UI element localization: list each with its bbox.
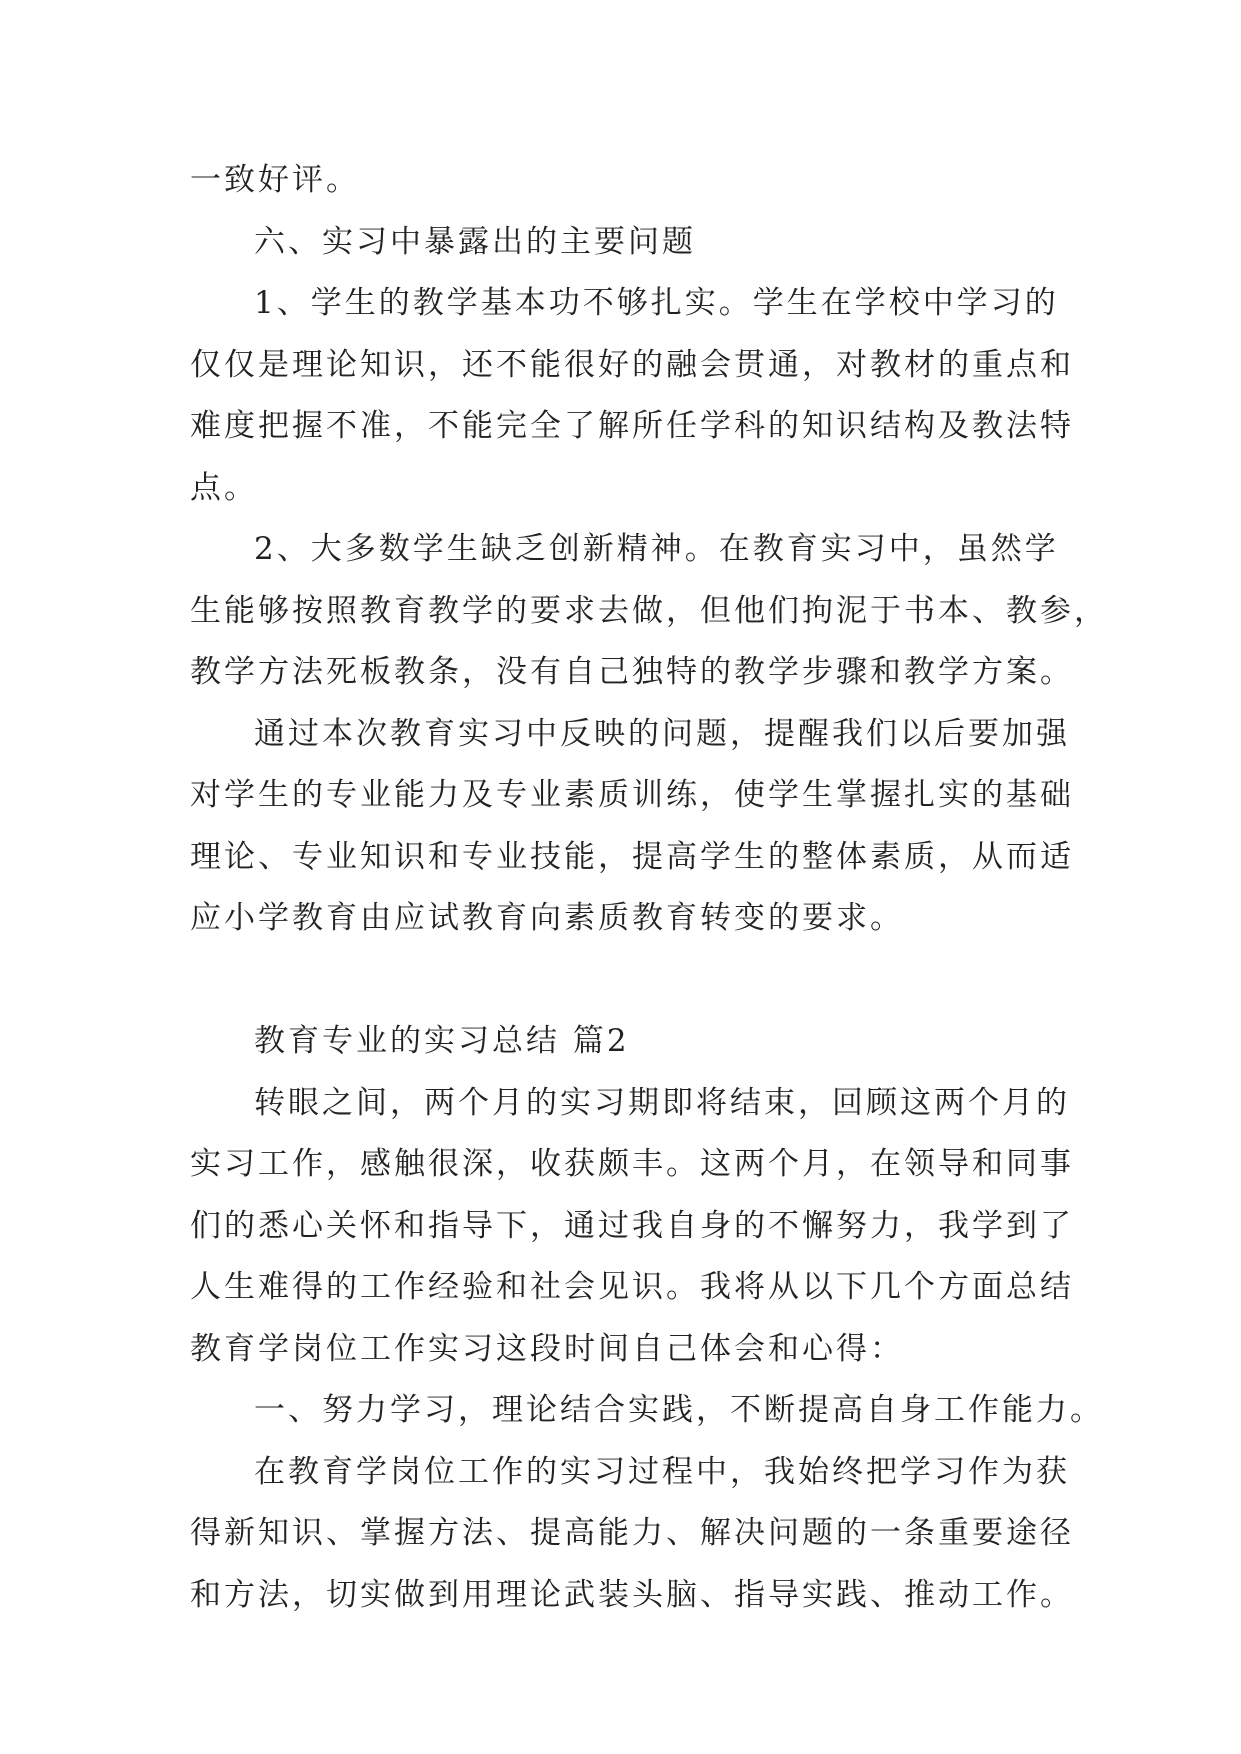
text-line: 2、大多数学生缺乏创新精神。在教育实习中，虽然学 xyxy=(254,531,1059,567)
text-line: 和方法，切实做到用理论武装头脑、指导实践、推动工作。 xyxy=(190,1576,1074,1613)
section-heading: 一、努力学习，理论结合实践，不断提高自身工作能力。 xyxy=(254,1392,1104,1428)
text-line: 教育学岗位工作实习这段时间自己体会和心得： xyxy=(190,1330,904,1367)
text-line: 应小学教育由应试教育向素质教育转变的要求。 xyxy=(190,900,904,936)
text-line: 得新知识、掌握方法、提高能力、解决问题的一条重要途径 xyxy=(190,1515,1074,1551)
text-line: 1、学生的教学基本功不够扎实。学生在学校中学习的 xyxy=(254,285,1059,321)
text-line: 通过本次教育实习中反映的问题，提醒我们以后要加强 xyxy=(254,715,1070,752)
paragraph-gap xyxy=(190,950,1070,1012)
text-line: 理论、专业知识和专业技能，提高学生的整体素质，从而适 xyxy=(190,838,1074,875)
text-line: 仅仅是理论知识，还不能很好的融会贯通，对教材的重点和 xyxy=(190,346,1074,383)
text-line: 一致好评。 xyxy=(190,162,360,198)
text-line: 教学方法死板教条，没有自己独特的教学步骤和教学方案。 xyxy=(190,654,1074,690)
text-line: 人生难得的工作经验和社会见识。我将从以下几个方面总结 xyxy=(190,1269,1074,1305)
text-line: 生能够按照教育教学的要求去做，但他们拘泥于书本、教参， xyxy=(190,592,1108,629)
text-line: 对学生的专业能力及专业素质训练，使学生掌握扎实的基础 xyxy=(190,777,1074,813)
text-line: 点。 xyxy=(190,469,258,506)
text-line: 难度把握不准，不能完全了解所任学科的知识结构及教法特 xyxy=(190,408,1074,444)
text-line: 们的悉心关怀和指导下，通过我自身的不懈努力，我学到了 xyxy=(190,1207,1074,1244)
text-line: 在教育学岗位工作的实习过程中，我始终把学习作为获 xyxy=(254,1453,1070,1490)
text-line: 转眼之间，两个月的实习期即将结束，回顾这两个月的 xyxy=(254,1084,1070,1121)
document-page xyxy=(190,150,1108,1626)
article-title: 教育专业的实习总结 篇2 xyxy=(254,1023,630,1059)
section-heading: 六、实习中暴露出的主要问题 xyxy=(254,223,696,260)
text-line: 实习工作，感触很深，收获颇丰。这两个月，在领导和同事 xyxy=(190,1146,1074,1182)
